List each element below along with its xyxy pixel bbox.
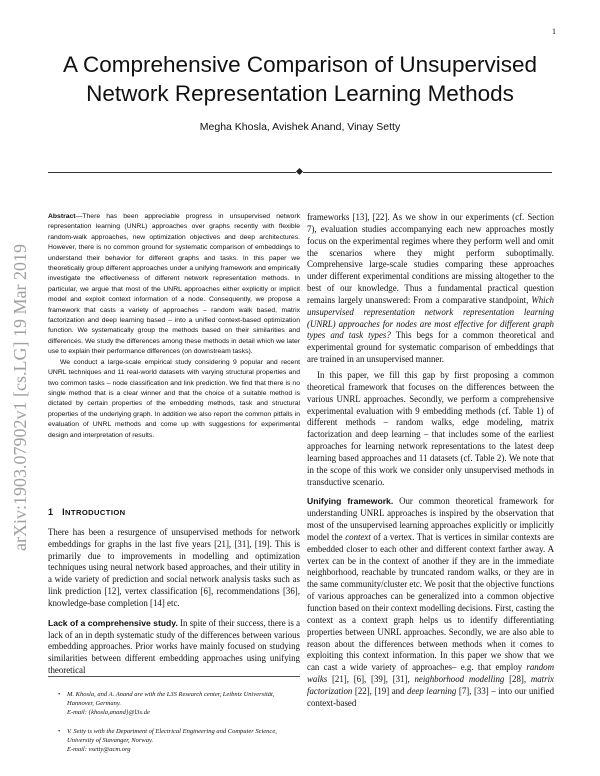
abstract-label: Abstract [48, 213, 76, 220]
section-heading-introduction: 1 INTRODUCTION [48, 507, 126, 517]
abstract [48, 212, 300, 441]
right-column [307, 212, 554, 710]
footnote-1: • M. Khosla, and A. Anand are with the L3S Research center, Leibniz Universität, Hannover, Germany. E-mail: {khosla,anand}@l3s.de [58, 691, 275, 716]
title-line-2: Network Representation Learning Methods [86, 81, 514, 106]
paper-title [40, 50, 560, 108]
footnote-rule [48, 676, 300, 677]
divider-diamond-icon [296, 168, 303, 175]
intro-paragraph-2: Lack of a comprehensive study. In spite of their success, there is a lack of an in depth systematic study of the differences between various embedding approaches. Prior works have mainly focused on studying similarities between different embedding approaches using unifying theoretical [48, 617, 301, 676]
right-paragraph-1: frameworks [13], [22]. As we show in our experiments (cf. Section 7), evaluation studies accompanying each new approaches mostly focus on the experimental regimes where they perform well and omit the scenarios where they might perform suboptimally. Comprehensive large-scale studies comparing these approaches under different experimental conditions are missing altogether to the best of our knowledge. Thus a fundamental practical question remains largely unanswered: From a comparative standpoint, Which unsupervised representation network representation learning (UNRL) approaches for nodes are most effective for different graph types and task types? This begs for a common theoretical and experimental ground for systematic comparison of embeddings that are trained in an unsupervised manner. [307, 212, 554, 365]
left-column [48, 507, 300, 677]
footnote-2: • V. Setty is with the Department of Electrical Engineering and Computer Science, University of Stavanger, Norway. E-mail: vsetty@acm.org [58, 728, 277, 753]
arxiv-stamp [8, 212, 38, 572]
runin-heading-lack-of-study: Lack of a comprehensive study. [48, 617, 178, 628]
arxiv-stamp-text: arXiv:1903.07902v1 [cs.LG] 19 Mar 2019 [10, 244, 30, 551]
page-number: 1 [552, 27, 556, 36]
runin-heading-unifying-framework: Unifying framework. [307, 496, 394, 507]
authors: Megha Khosla, Avishek Anand, Vinay Setty [199, 121, 401, 133]
title-line-1: A Comprehensive Comparison of Unsupervised [63, 52, 537, 77]
intro-paragraph-1: There has been a resurgence of unsupervised methods for network embeddings for graphs in the last five years [21], [31], [19]. This is primarily due to improvements in modelling and optimization techniques using neural network based approaches, and their utility in a wide variety of prediction and social network analysis tasks such as link prediction [12], vertex classification [6], recommendations [36], knowledge-base completion [14] etc. [48, 526, 300, 608]
abstract-paragraph-2: We conduct a large-scale empirical study considering 9 popular and recent UNRL techniques and 11 real-world datasets with varying structural properties and two common tasks – node classification and link prediction. We find that there is no single method that is a clear winner and that the choice of a suitable method is dictated by certain properties of the embedding methods, task and structural properties of the underlying graph. In addition we also report the common pitfalls in evaluation of UNRL methods and come up with suggestions for experimental design and interpretation of results. [48, 358, 300, 439]
right-paragraph-2: In this paper, we fill this gap by first proposing a common theoretical framework that focuses on the differences between the various UNRL approaches. Secondly, we perform a comprehensive experimental evaluation with 9 embedding methods (cf. Table 1) of different methods – random walks, edge modeling, matrix factorization and deep learning – that includes some of the earliest approaches for learning network representations to the latest deep learning based approaches and 11 datasets (cf. Table 2). We note that in the scope of this work we consider only unsupervised methods in transductive scenario. [307, 369, 554, 487]
right-paragraph-3: Unifying framework. Our common theoretical framework for understanding UNRL approaches is inspired by the observation that most of the unsupervised learning approaches explicitly or implicitly model the context of a vertex. That is vertices in similar contexts are embedded closer to each other and different context farther away. A vertex can be in the context of another if they are in the immediate neighborhood, reachable by truncated random walks, or they are in the same community/cluster etc. We posit that the objective functions of various approaches can be generalized into a common objective function based on their context modelling decisions. First, casting the context as a context graph helps us to identify differentiating properties between UNRL approaches. Secondly, we are also able to reason about the differences between methods when it comes to exploiting this context information. In this paper we show that we can cast a wide variety of approaches– e.g. that employ random walks [21], [6], [39], [31], neighborhood modelling [28], matrix factorization [22], [19] and deep learning [7], [33] – into our unified context-based [307, 496, 555, 708]
abstract-paragraph-1: Abstract—There has been appreciable progress in unsupervised network representation learning (UNRL) approaches over graphs recently with flexible random-walk approaches, new optimization objectives and deep architectures. However, there is no common ground for systematic comparison of embeddings to understand their behavior for different graphs and tasks. In this paper we theoretically group different approaches under a unifying framework and empirically investigate the effectiveness of different network representation methods. In particular, we argue that most of the UNRL approaches either explicitly or implicit model and exploit context information of a node. Consequently, we propose a framework that casts a variety of approaches – random walk based, matrix factorization and deep learning based – into a unified context-based optimization function. We systematically group the methods based on their similarities and differences. We study the differences among these methods in detail which we later use to explain their performance differences (on downstream tasks). [48, 213, 300, 356]
